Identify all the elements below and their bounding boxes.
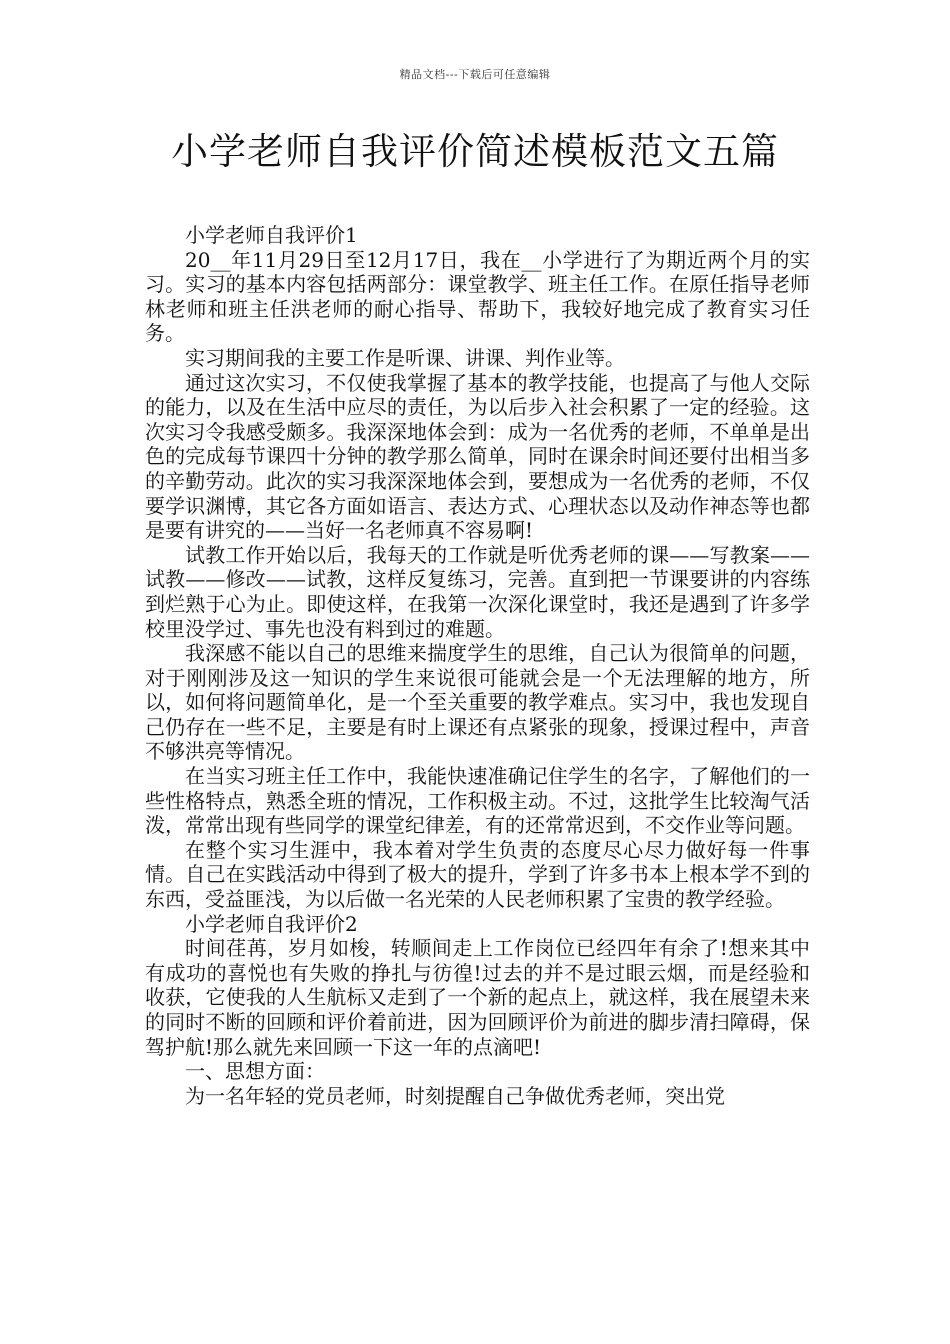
paragraph: 试教工作开始以后，我每天的工作就是听优秀老师的课——写教案——试教——修改——试教，这样反复练习，完善。直到把一节课要讲的内容练到烂熟于心为止。即使这样，在我第一次深化课堂时，我还是遇到了许多学校里没学过、事先也没有料到过的难题。 [145, 542, 810, 641]
section-heading-1: 小学老师自我评价1 [185, 223, 358, 247]
paragraph: 在当实习班主任工作中，我能快速准确记住学生的名字，了解他们的一些性格特点，熟悉全班的情况，工作积极主动。不过，这批学生比较淘气活泼，常常出现有些同学的课堂纪律差，有的还常常迟到，不交作业等问题。 [145, 764, 810, 838]
section-heading-2: 小学老师自我评价2 [185, 911, 358, 936]
paragraph: 实习期间我的主要工作是听课、讲课、判作业等。 [185, 345, 625, 370]
header-note: 精品文档---下载后可任意编辑 [399, 68, 551, 81]
body-text [145, 223, 810, 1108]
paragraph: 通过这次实习，不仅使我掌握了基本的教学技能，也提高了与他人交际的能力，以及在生活中应尽的责任，为以后步入社会积累了一定的经验。这次实习令我感受颇多。我深深地体会到：成为一名优秀的老师，不单单是出色的完成每节课四十分钟的教学那么简单，同时在课余时间还要付出相当多的辛勤劳动。此次的实习我深深地体会到，要想成为一名优秀的老师，不仅要学识渊博，其它各方面如语言、表达方式、心理状态以及动作神态等也都是要有讲究的——当好一名老师真不容易啊! [145, 370, 810, 543]
paragraph: 时间荏苒，岁月如梭，转顺间走上工作岗位已经四年有余了!想来其中有成功的喜悦也有失败的挣扎与彷徨!过去的并不是过眼云烟，而是经验和收获，它使我的人生航标又走到了一个新的起点上，就这样，我在展望未来的同时不断的回顾和评价着前进，因为回顾评价为前进的脚步清扫障碍，保驾护航!那么就先来回顾一下这一年的点滴吧! [145, 936, 810, 1059]
document-title: 小学老师自我评价简述模板范文五篇 [171, 130, 779, 173]
paragraph: 20__年11月29日至12月17日，我在__小学进行了为期近两个月的实习。实习的基本内容包括两部分：课堂教学、班主任工作。在原任指导老师林老师和班主任洪老师的耐心指导、帮助下，我较好地完成了教育实习任务。 [145, 247, 810, 346]
paragraph: 在整个实习生涯中，我本着对学生负责的态度尽心尽力做好每一件事情。自己在实践活动中得到了极大的提升，学到了许多书本上根本学不到的东西，受益匪浅，为以后做一名光荣的人民老师积累了宝贵的教学经验。 [145, 837, 810, 912]
paragraph: 我深感不能以自己的思维来揣度学生的思维，自己认为很简单的问题，对于刚刚涉及这一知识的学生来说很可能就会是一个无法理解的地方，所以，如何将问题简单化，是一个至关重要的教学难点。实习中，我也发现自己仍存在一些不足，主要是有时上课还有点紧张的现象，授课过程中，声音不够洪亮等情况。 [145, 641, 810, 764]
paragraph: 为一名年轻的党员老师，时刻提醒自己争做优秀老师，突出党 [185, 1083, 725, 1108]
subsection-heading: 一、思想方面： [185, 1059, 325, 1084]
